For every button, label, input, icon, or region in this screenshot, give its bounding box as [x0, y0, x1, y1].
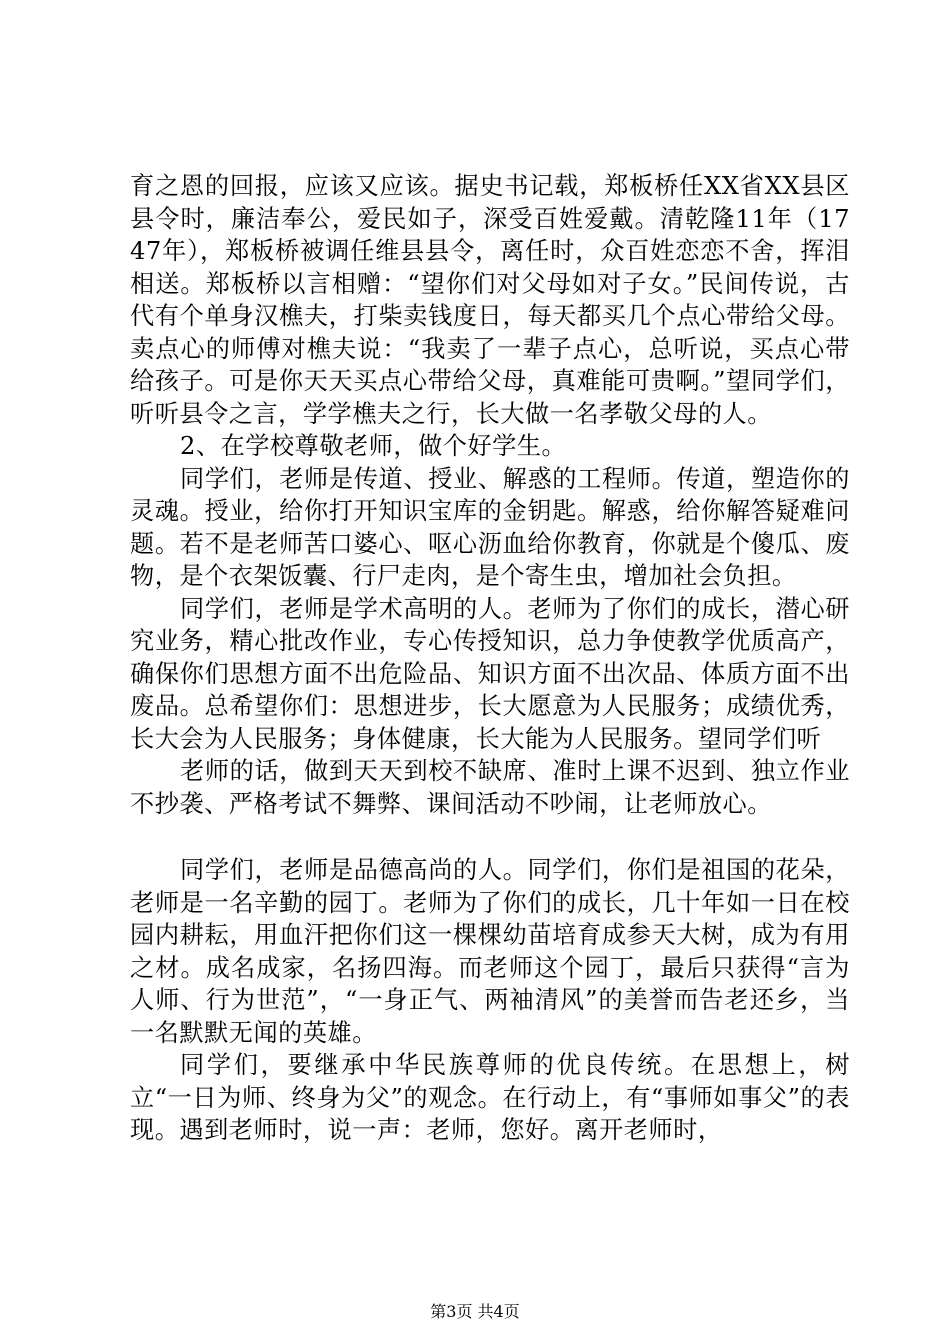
paragraph-teacher-virtue: 同学们，老师是品德高尚的人。同学们，你们是祖国的花朵，老师是一名辛勤的园丁。老师为了你们的成长，几十年如一日在校园内耕耘，用血汗把你们这一棵棵幼苗培育成参天大树，成为有用之材。成名成家，名扬四海。而老师这个园丁，最后只获得“言为人师、行为世范”，“一身正气、两袖清风”的美誉而告老还乡，当一名默默无闻的英雄。: [130, 856, 850, 1047]
paragraph-gap: [130, 820, 850, 854]
paragraph-teacher-scholar: 同学们，老师是学术高明的人。老师为了你们的成长，潜心研究业务，精心批改作业，专心传授知识，总力争使教学优质高产，确保你们思想方面不出危险品、知识方面不出次品、体质方面不出废品。总希望你们：思想进步，长大愿意为人民服务；成绩优秀，长大会为人民服务；身体健康，长大能为人民服务。望同学们听: [130, 594, 850, 753]
paragraph-filial-piety: 育之恩的回报，应该又应该。据史书记载，郑板桥任XX省XX县区县令时，廉洁奉公，爱民如子，深受百姓爱戴。清乾隆11年（1747年），郑板桥被调任维县县令，离任时，众百姓恋恋不舍，挥泪相送。郑板桥以言相赠：“望你们对父母如对子女。”民间传说，古代有个单身汉樵夫，打柴卖钱度日，每天都买几个点心带给父母。卖点心的师傅对樵夫说：“我卖了一辈子点心，总听说，买点心带给孩子。可是你天天买点心带给父母，真难能可贵啊。”望同学们，听听县令之言，学学樵夫之行，长大做一名孝敬父母的人。: [130, 172, 850, 428]
paragraph-teacher-engineer: 同学们，老师是传道、授业、解惑的工程师。传道，塑造你的灵魂。授业，给你打开知识宝库的金钥匙。解惑，给你解答疑难问题。若不是老师苦口婆心、呕心沥血给你教育，你就是个傻瓜、废物，是个衣架饭囊、行尸走肉，是个寄生虫，增加社会负担。: [130, 464, 850, 590]
paragraph-respect-teacher-heading: 2、在学校尊敬老师，做个好学生。: [180, 432, 567, 460]
paragraph-teacher-words: 老师的话，做到天天到校不缺席、准时上课不迟到、独立作业不抄袭、严格考试不舞弊、课间活动不吵闹，让老师放心。: [130, 757, 850, 818]
page-footer: [0, 1302, 950, 1322]
page-number: 第3页: [430, 1302, 473, 1321]
page-total: 共4页: [477, 1302, 520, 1321]
paragraph-tradition: 同学们，要继承中华民族尊师的优良传统。在思想上，树立“一日为师、终身为父”的观念。在行动上，有“事师如事父”的表现。遇到老师时，说一声：老师，您好。离开老师时，: [130, 1051, 850, 1144]
document-body: [130, 170, 850, 1147]
